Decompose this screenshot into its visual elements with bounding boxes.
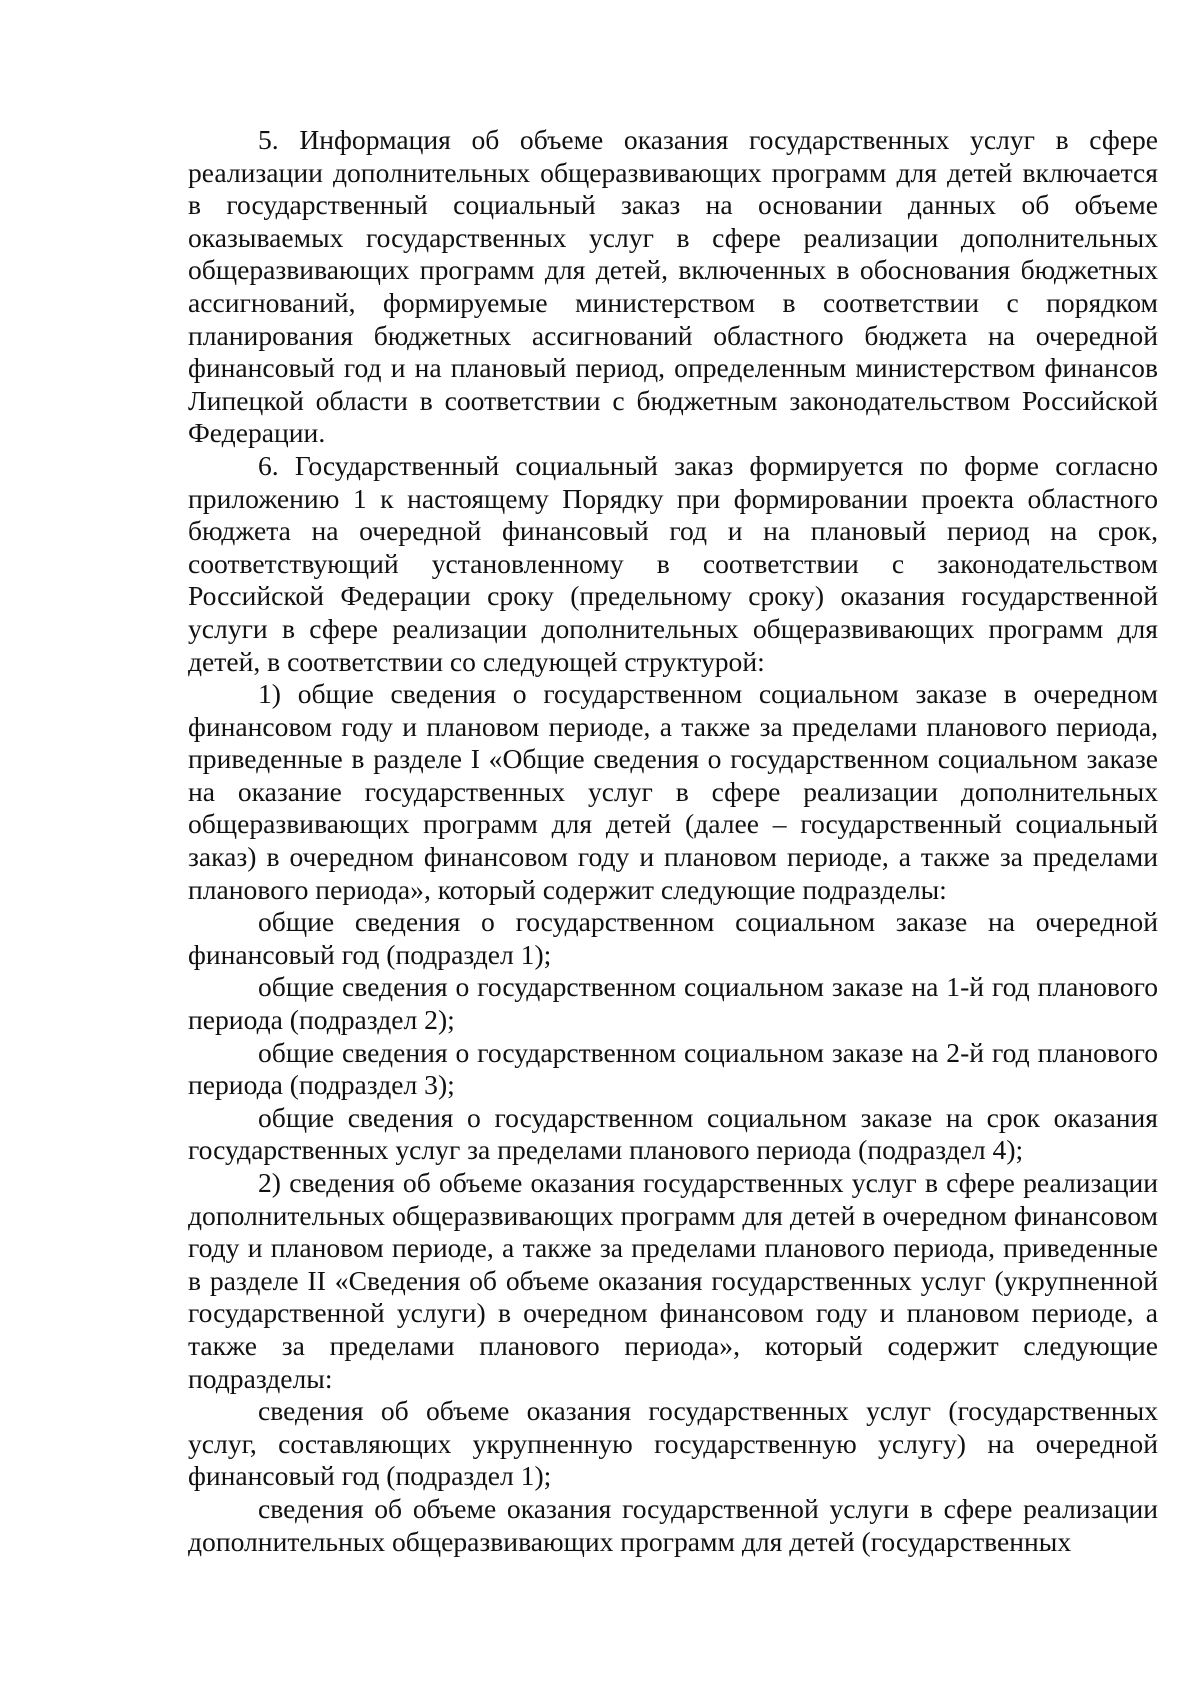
document-page xyxy=(188,124,1158,1558)
paragraph-5: 5. Информация об объеме оказания государственных услуг в сфере реализации дополнительных общеразвивающих программ для детей включается в государственный социальный заказ на основании данных об объеме оказываемых государственных услуг в сфере реализации дополнительных общеразвивающих программ для детей, включенных в обоснования бюджетных ассигнований, формируемые министерством в соответствии с порядком планирования бюджетных ассигнований областного бюджета на очередной финансовый год и на плановый период, определенным министерством финансов Липецкой области в соответствии с бюджетным законодательством Российской Федерации. xyxy=(188,124,1158,449)
list-item-2: 2) сведения об объеме оказания государственных услуг в сфере реализации дополнительных общеразвивающих программ для детей в очередном финансовом году и плановом периоде, а также за пределами планового периода, приведенные в разделе II «Сведения об объеме оказания государственных услуг (укрупненной государственной услуги) в очередном финансовом году и плановом периоде, а также за пределами планового периода», который содержит следующие подразделы: xyxy=(188,1167,1158,1394)
subsection-item: сведения об объеме оказания государственной услуги в сфере реализации дополнительных общеразвивающих программ для детей (государственных xyxy=(188,1492,1158,1557)
subsection-item: общие сведения о государственном социальном заказе на срок оказания государственных услуг за пределами планового периода (подраздел 4); xyxy=(188,1101,1158,1166)
subsection-item: общие сведения о государственном социальном заказе на 2-й год планового периода (подраздел 3); xyxy=(188,1036,1158,1101)
subsection-item: общие сведения о государственном социальном заказе на очередной финансовый год (подраздел 1); xyxy=(188,906,1158,970)
paragraph-6: 6. Государственный социальный заказ формируется по форме согласно приложению 1 к настоящему Порядку при формировании проекта областного бюджета на очередной финансовый год и на плановый период на срок, соответствующий установленному в соответствии с законодательством Российской Федерации сроку (предельному сроку) оказания государственной услуги в сфере реализации дополнительных общеразвивающих программ для детей, в соответствии со следующей структурой: xyxy=(188,449,1158,677)
subsection-item: сведения об объеме оказания государственных услуг (государственных услуг, составляющих укрупненную государственную услугу) на очередной финансовый год (подраздел 1); xyxy=(188,1395,1158,1492)
list-item-1: 1) общие сведения о государственном социальном заказе в очередном финансовом году и плановом периоде, а также за пределами планового периода, приведенные в разделе I «Общие сведения о государственном социальном заказе на оказание государственных услуг в сфере реализации дополнительных общеразвивающих программ для детей (далее – государственный социальный заказ) в очередном финансовом году и плановом периоде, а также за пределами планового периода», который содержит следующие подразделы: xyxy=(188,678,1158,905)
subsection-item: общие сведения о государственном социальном заказе на 1-й год планового периода (подраздел 2); xyxy=(188,971,1158,1036)
